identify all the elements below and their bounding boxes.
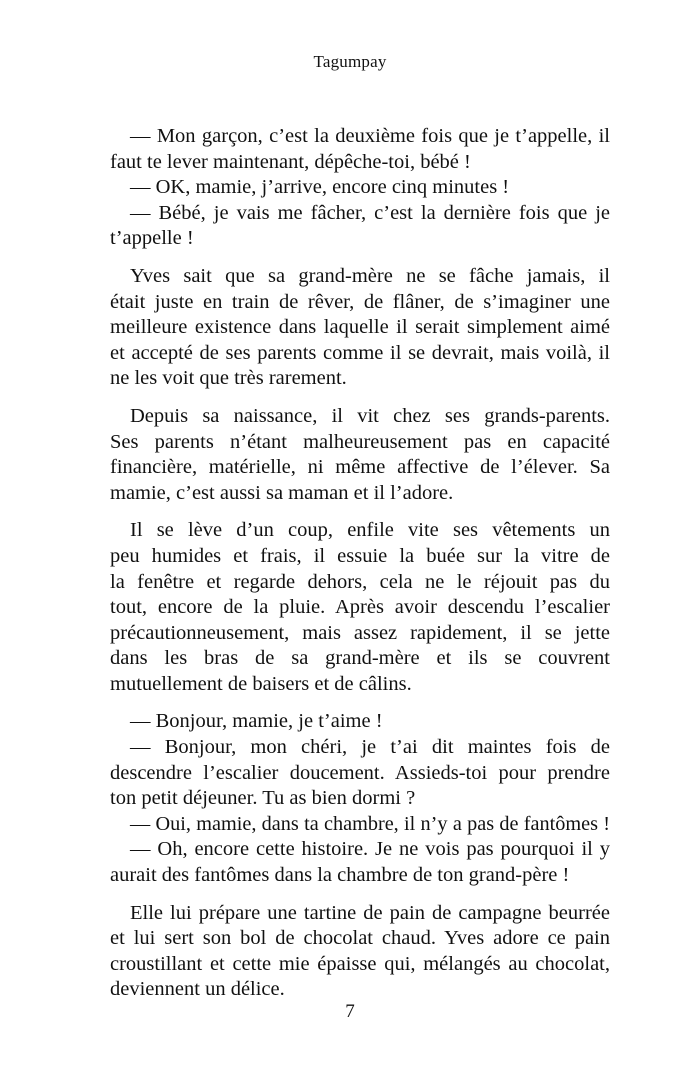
text-line: Yves sait que sa grand-mère ne se fâche jamais, il: [130, 264, 610, 287]
text-line: ne les voit que très rarement.: [110, 367, 347, 390]
text-line: ton petit déjeuner. Tu as bien dormi ?: [110, 787, 416, 810]
text-line: deviennent un délice.: [110, 978, 285, 1001]
text-line: Elle lui prépare une tartine de pain de campagne beurrée: [130, 901, 610, 924]
text-line: faut te lever maintenant, dépêche-toi, bébé !: [110, 150, 471, 173]
page-number: 7: [345, 1001, 355, 1022]
paragraph-dialogue-wake-up: [110, 124, 610, 252]
text-line: — OK, mamie, j’arrive, encore cinq minutes !: [130, 176, 510, 199]
text-line: aurait des fantômes dans la chambre de ton grand-père !: [110, 864, 570, 887]
text-line: — Bonjour, mon chéri, je t’ai dit maintes fois de: [130, 736, 610, 759]
text-line: et accepté de ses parents comme il se devrait, mais voilà, il: [110, 341, 610, 364]
text-line: mutuellement de baisers et de câlins.: [110, 672, 412, 695]
text-line: mamie, c’est aussi sa maman et il l’adore.: [110, 481, 454, 504]
text-line: dans les bras de sa grand-mère et ils se couvrent: [110, 647, 610, 670]
paragraph-getting-up: [110, 518, 610, 697]
text-line: Il se lève d’un coup, enfile vite ses vêtements un: [130, 519, 610, 542]
text-line: — Oui, mamie, dans ta chambre, il n’y a pas de fantômes !: [130, 812, 610, 835]
text-line: tout, encore de la pluie. Après avoir descendu l’escalier: [110, 596, 610, 619]
text-line: meilleure existence dans laquelle il serait simplement aimé: [110, 316, 610, 339]
paragraph-grandparents: [110, 404, 610, 506]
text-line: t’appelle !: [110, 227, 194, 250]
text-line: — Bonjour, mamie, je t’aime !: [130, 710, 383, 733]
text-line: Depuis sa naissance, il vit chez ses grands-parents.: [130, 404, 610, 427]
paragraph-grandmother: [110, 264, 610, 392]
text-line: — Mon garçon, c’est la deuxième fois que je t’appelle, il: [130, 125, 610, 147]
text-line: — Oh, encore cette histoire. Je ne vois pas pourquoi il y: [130, 838, 610, 861]
paragraph-chocolate: [110, 901, 610, 1003]
text-line: croustillant et cette mie épaisse qui, mélangés au chocolat,: [110, 952, 610, 975]
text-line: Ses parents n’étant malheureusement pas en capacité: [110, 430, 610, 453]
text-line: peu humides et frais, il essuie la buée sur la vitre de: [110, 544, 610, 567]
text-line: précautionneusement, mais assez rapidement, il se jette: [110, 621, 610, 644]
text-line: financière, matérielle, ni même affective de l’élever. Sa: [110, 456, 610, 479]
text-line: était juste en train de rêver, de flâner, de s’imaginer une: [110, 290, 610, 313]
running-head-title: Tagumpay: [313, 52, 387, 71]
text-line: descendre l’escalier doucement. Assieds-toi pour prendre: [110, 761, 610, 784]
text-line: — Bébé, je vais me fâcher, c’est la dernière fois que je: [130, 201, 610, 224]
paragraph-dialogue-breakfast: [110, 709, 610, 888]
text-line: la fenêtre et regarde dehors, cela ne le réjouit pas du: [110, 570, 610, 593]
text-line: et lui sert son bol de chocolat chaud. Yves adore ce pain: [110, 927, 610, 950]
body-text: [110, 124, 610, 1015]
